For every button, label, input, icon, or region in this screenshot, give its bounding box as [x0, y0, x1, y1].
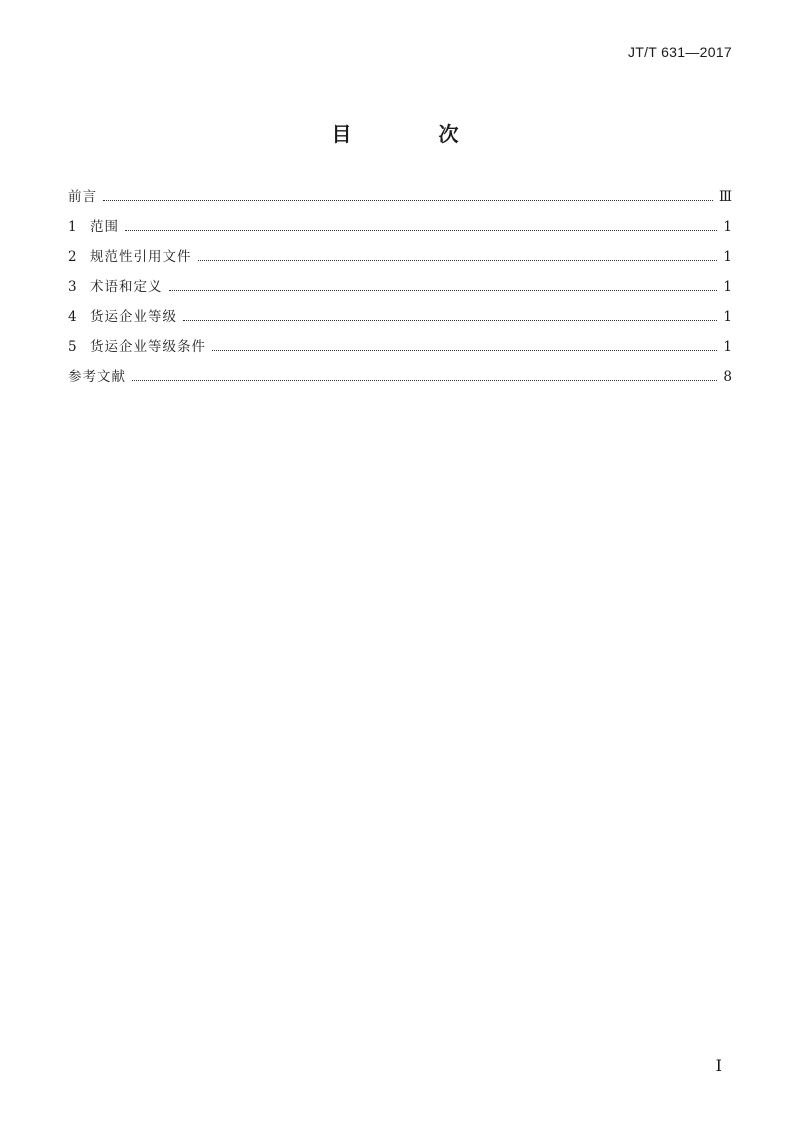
toc-entry-number: 3 [68, 279, 77, 295]
toc-entry-foreword[interactable] [68, 186, 732, 216]
toc-leader-dots [125, 230, 717, 231]
toc-entry-number: 1 [68, 219, 77, 235]
toc-entry-page: 1 [723, 279, 732, 295]
toc-leader-dots [183, 320, 717, 321]
toc-entry-page: 1 [723, 339, 732, 355]
toc-entry-page: 1 [723, 249, 732, 265]
toc-entry-label: 规范性引用文件 [90, 249, 192, 265]
toc-entry-terms-definitions[interactable] [68, 276, 732, 306]
toc-leader-dots [169, 290, 718, 291]
toc-entry-bibliography[interactable] [68, 366, 732, 396]
toc-entry-grade-conditions[interactable] [68, 336, 732, 366]
toc-entry-number: 4 [68, 309, 77, 325]
toc-leader-dots [198, 260, 718, 261]
toc-leader-dots [132, 380, 717, 381]
toc-entry-number: 2 [68, 249, 77, 265]
table-of-contents [68, 186, 732, 396]
toc-entry-page: 1 [723, 219, 732, 235]
toc-entry-page: 1 [723, 309, 732, 325]
toc-entry-label: 范围 [90, 219, 119, 235]
toc-entry-enterprise-grades[interactable] [68, 306, 732, 336]
toc-entry-label: 货运企业等级 [90, 309, 177, 325]
toc-entry-page: Ⅲ [718, 189, 732, 205]
standard-number: JT/T 631—2017 [627, 44, 732, 60]
toc-entry-scope[interactable] [68, 216, 732, 246]
page-number: I [715, 1056, 722, 1075]
toc-entry-page: 8 [723, 369, 732, 385]
toc-leader-dots [103, 200, 713, 201]
toc-entry-label: 参考文献 [68, 369, 126, 385]
toc-entry-label: 前言 [68, 189, 97, 205]
toc-entry-label: 术语和定义 [90, 279, 163, 295]
toc-entry-label: 货运企业等级条件 [90, 339, 206, 355]
toc-leader-dots [212, 350, 717, 351]
page-title: 目 次 [331, 122, 499, 146]
toc-entry-number: 5 [68, 339, 77, 355]
toc-entry-normative-references[interactable] [68, 246, 732, 276]
